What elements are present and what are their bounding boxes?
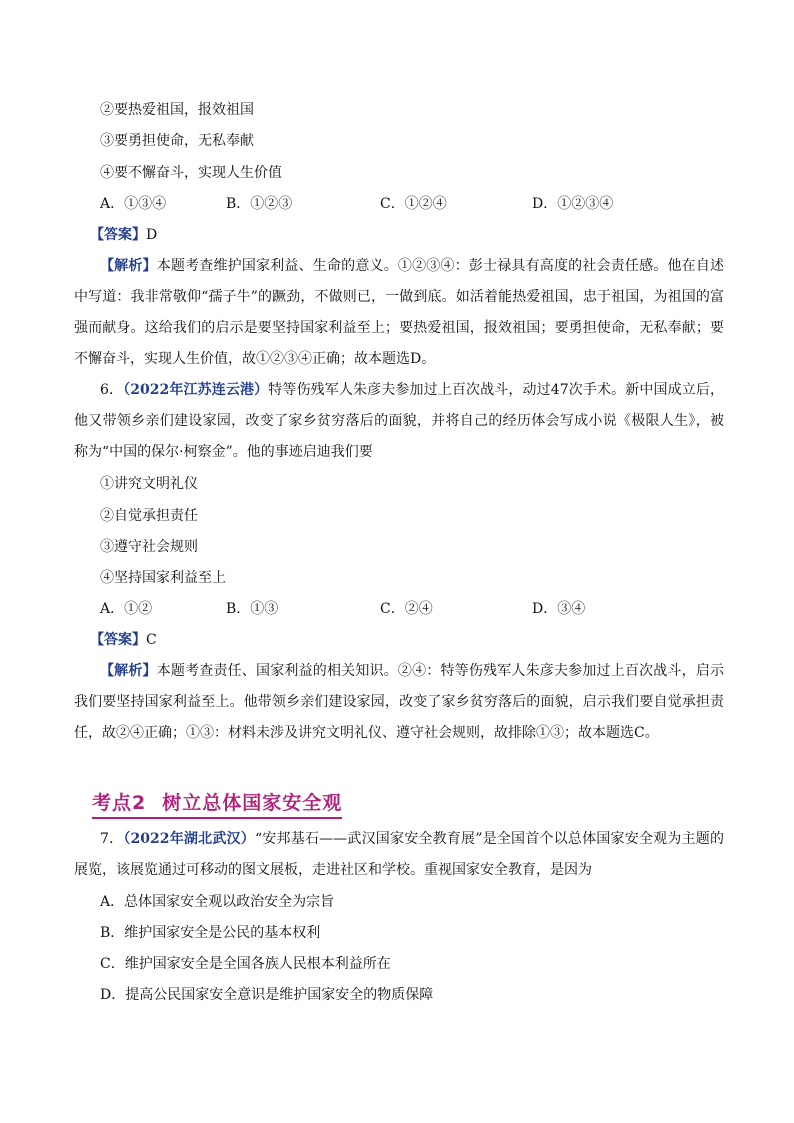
q5-analysis	[74, 251, 724, 375]
q6-analysis-text: 本题考查责任、国家利益的相关知识。②④：特等伤残军人朱彦夫参加过上百次战斗，启示我们要坚持国家利益至上。他带领乡亲们建设家园，改变了家乡贫穷落后的面貌，启示我们要自觉承担责任，故②④正确；①③：材料未涉及讲究文明礼仪、遵守社会规则，故排除①③；故本题选C。	[74, 663, 725, 741]
q6-item-2: ②自觉承担责任	[100, 508, 198, 524]
q6-option-c: C．②④	[380, 601, 433, 617]
q7-number: 7．	[100, 831, 124, 847]
q5-option-a: A．①③④	[100, 196, 167, 212]
q6-answer-value: C	[146, 632, 157, 648]
q6-analysis	[74, 656, 724, 749]
q5-options	[100, 194, 700, 214]
q5-analysis-text: 本题考查维护国家利益、生命的意义。①②③④：彭士禄具有高度的社会责任感。他在自述中写道：我非常敬仰“孺子牛”的蹶劲，不做则已，一做到底。如活着能热爱祖国，忠于祖国，为祖国的富强而献身。这给我们的启示是要坚持国家利益至上；要热爱祖国，报效祖国；要勇担使命，无私奉献；要不懈奋斗，实现人生价值，故①②③④正确；故本题选D。	[74, 258, 725, 367]
q6-option-a: A．①②	[100, 601, 153, 617]
q5-option-b: B．①②③	[226, 196, 293, 212]
q7-source: （2022年湖北武汉）	[123, 831, 255, 847]
q5-answer-value: D	[146, 227, 158, 243]
q6-option-d: D．③④	[532, 601, 586, 617]
section-title: 树立总体国家安全观	[162, 792, 343, 814]
q6-answer-label: 【答案】	[90, 632, 146, 648]
q6-item-3: ③遵守社会规则	[100, 539, 198, 555]
q5-answer	[90, 225, 157, 245]
q5-option-c: C．①②④	[380, 196, 447, 212]
q5-answer-label: 【答案】	[90, 227, 146, 243]
q6-source: （2022年江苏连云港）	[123, 382, 269, 398]
q7-option-a: A．总体国家安全观以政治安全为宗旨	[100, 894, 335, 910]
q7-stem-text: “安邦基石——武汉国家安全教育展”是全国首个以总体国家安全观为主题的展览，该展览通过可移动的图文展板，走进社区和学校。重视国家安全教育，是因为	[74, 831, 724, 878]
q6-stem-text: 特等伤残军人朱彦夫参加过上百次战斗，动过47次手术。新中国成立后，他又带领乡亲们建设家园，改变了家乡贫穷落后的面貌，并将自己的经历体会写成小说《极限人生》，被称为“中国的保尔·柯察金”。他的事迹启迪我们要	[74, 382, 724, 460]
q7-option-b: B．维护国家安全是公民的基本权利	[100, 925, 321, 941]
q7-option-c: C．维护国家安全是全国各族人民根本利益所在	[100, 956, 391, 972]
section-label: 考点2	[92, 792, 147, 814]
q5-option-d: D．①②③④	[532, 196, 614, 212]
q6-option-b: B．①③	[226, 601, 279, 617]
q5-analysis-label: 【解析】	[100, 258, 157, 274]
q6-number: 6．	[100, 382, 124, 398]
q6-item-1: ①讲究文明礼仪	[100, 476, 198, 492]
q5-item-4: ④要不懈奋斗，实现人生价值	[100, 165, 282, 181]
q5-item-3: ③要勇担使命，无私奉献	[100, 133, 254, 149]
q6-item-4: ④坚持国家利益至上	[100, 570, 226, 586]
q6-stem	[74, 375, 724, 468]
q7-option-d: D．提高公民国家安全意识是维护国家安全的物质保障	[100, 987, 434, 1003]
q6-answer	[90, 630, 157, 650]
q6-options	[100, 599, 700, 619]
section-heading	[92, 790, 342, 819]
q6-analysis-label: 【解析】	[100, 663, 157, 679]
q7-stem	[74, 824, 724, 886]
q5-item-2: ②要热爱祖国，报效祖国	[100, 102, 254, 118]
